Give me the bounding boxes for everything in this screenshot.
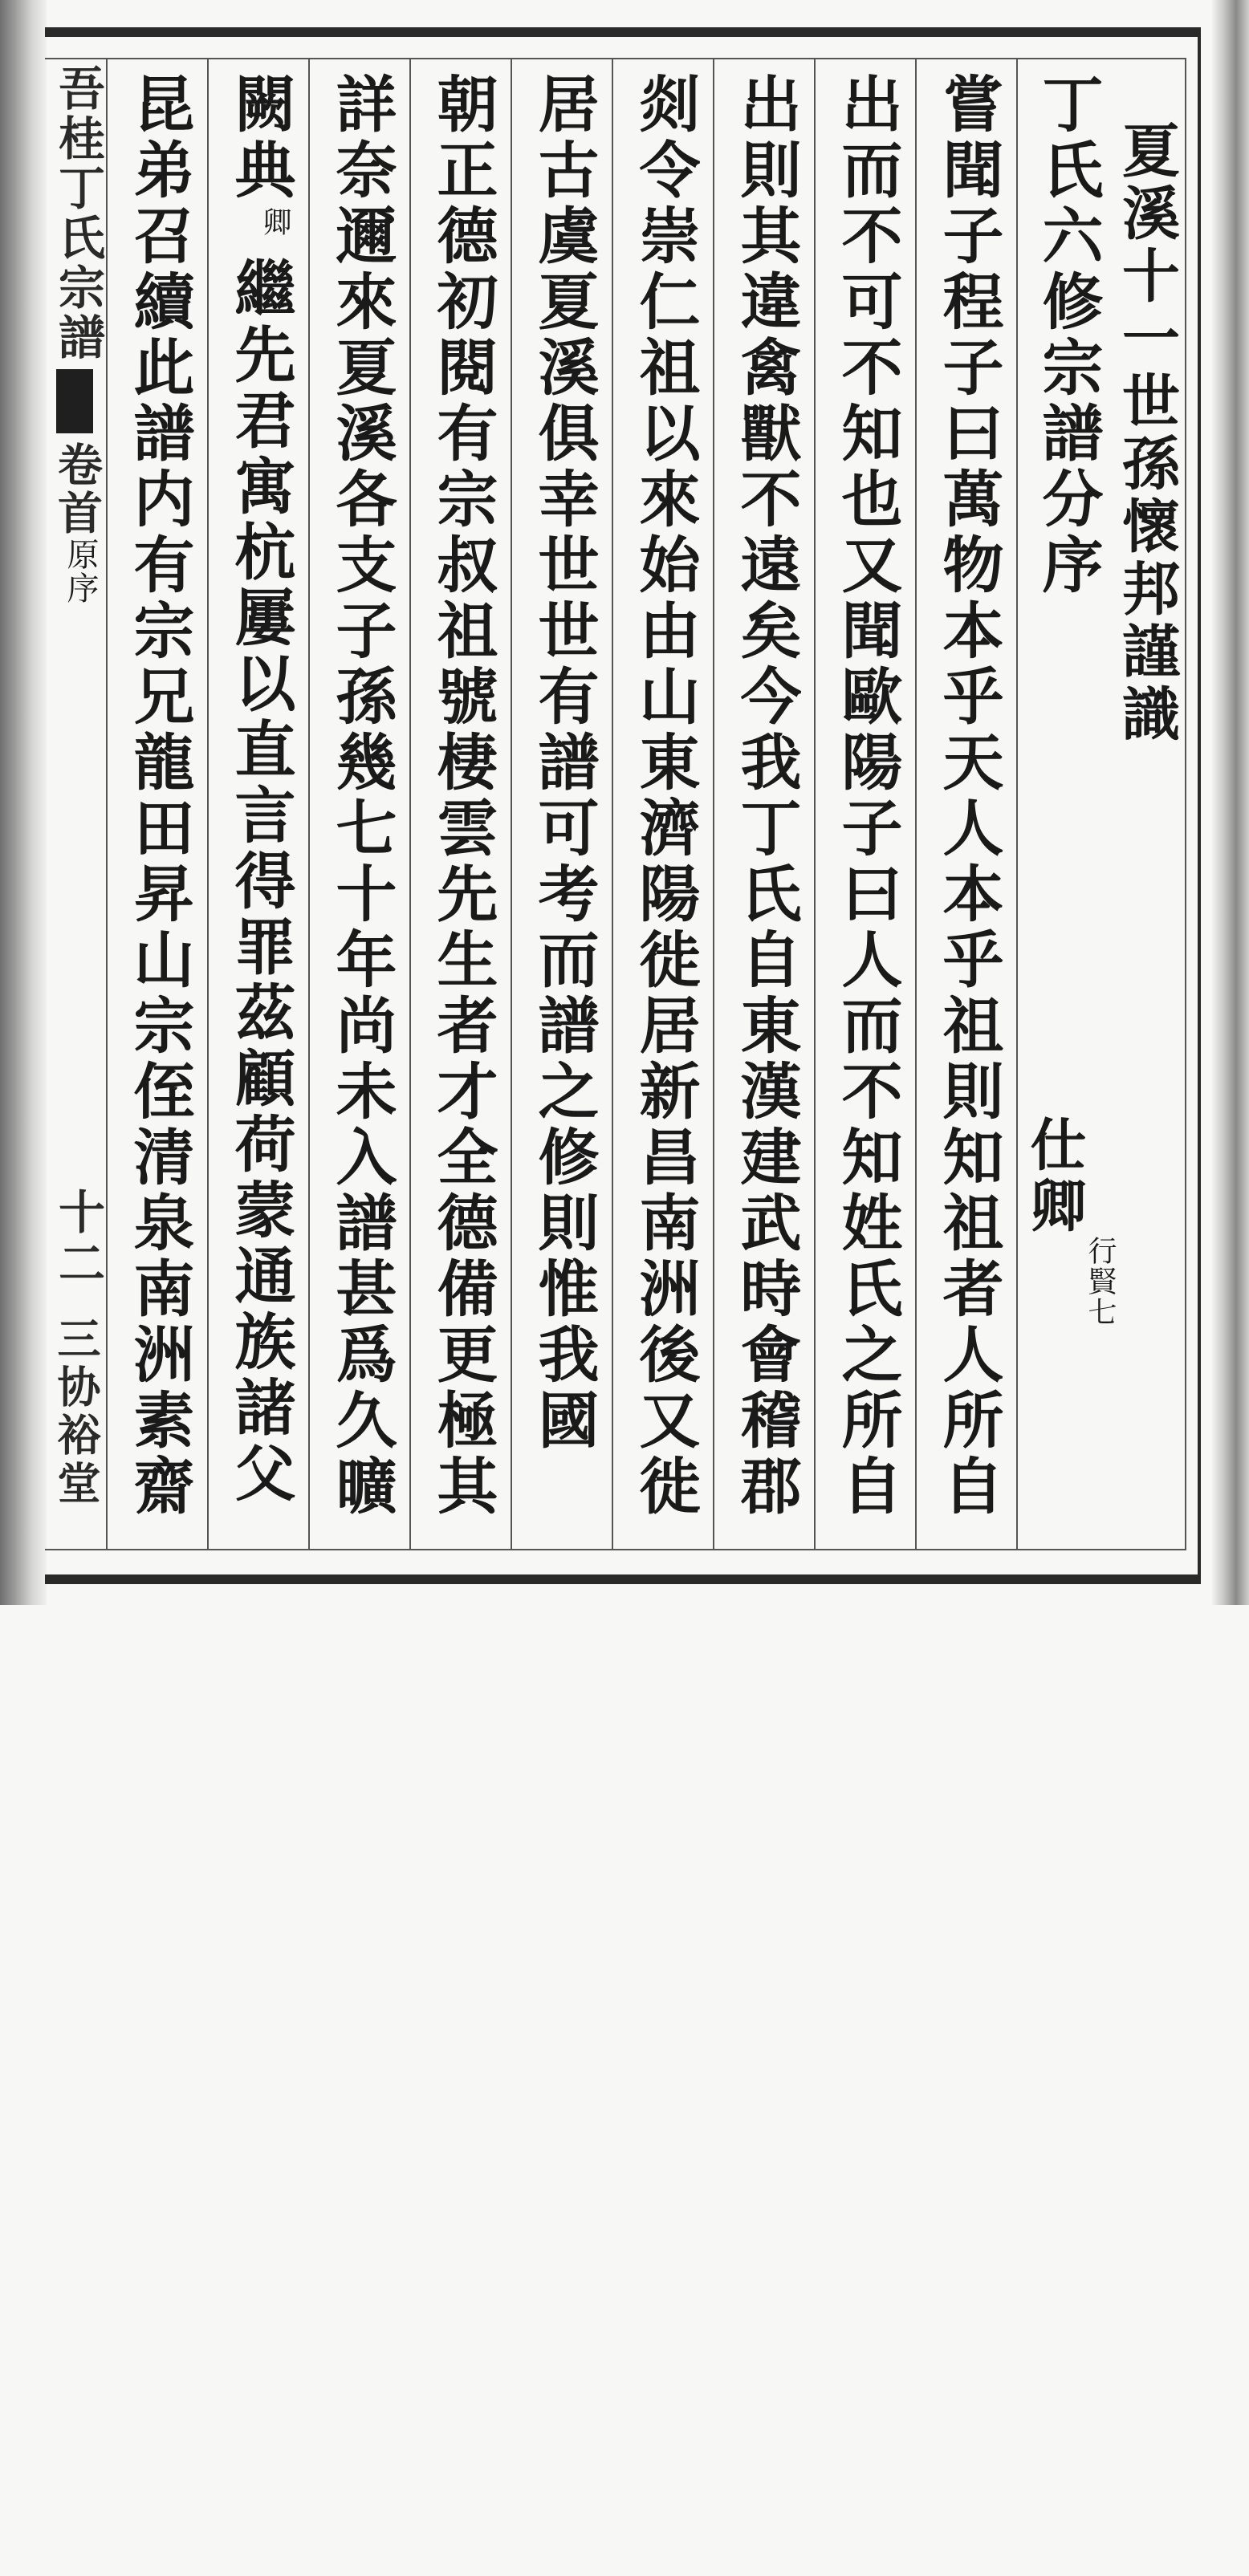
page-number: 十二 — [51, 1188, 105, 1290]
volume-label: 卷首 — [51, 441, 104, 538]
author-column — [1113, 72, 1193, 1533]
text-column — [920, 72, 1016, 1533]
column-rule — [612, 58, 613, 1550]
text-column — [819, 72, 915, 1533]
body-text-column-start: 闕典 — [225, 72, 296, 204]
text-column — [212, 72, 308, 1533]
text-column — [515, 72, 612, 1533]
body-text-column: 嘗聞子程子曰萬物本乎天人本乎祖則知祖者人所自 — [933, 72, 1004, 1520]
margin-fishtail-block — [56, 369, 93, 433]
edition-mark: 三协裕堂 — [51, 1316, 102, 1509]
margin-column — [50, 64, 106, 1589]
section-label: 原序 — [62, 538, 99, 605]
text-column — [616, 72, 713, 1533]
body-text-column: 出則其違禽獸不遠矣今我丁氏自東漢建武時會稽郡 — [730, 72, 802, 1520]
column-rule — [511, 58, 512, 1550]
body-text-column: 朝正德初閱有宗叔祖號棲雲先生者才全德備更極其 — [427, 72, 498, 1520]
author-style: 仕卿 — [1021, 1115, 1088, 1237]
author-rank: 行賢七 — [1084, 1236, 1117, 1327]
body-text-column: 剡令崇仁祖以來始由山東濟陽徙居新昌南洲後又徙 — [629, 72, 701, 1520]
author-line: 夏溪十一世孫懷邦謹識 — [1113, 120, 1181, 746]
column-rule — [106, 58, 108, 1550]
page-title: 丁氏六修宗譜分序 — [1032, 72, 1104, 599]
book-binding-edge — [0, 0, 47, 1605]
column-rule — [915, 58, 917, 1550]
text-column — [313, 72, 409, 1533]
page-right-edge — [1212, 0, 1249, 1605]
interlinear-note: 卿 — [258, 207, 291, 238]
author-style-column — [1021, 1115, 1117, 2576]
column-rule — [308, 58, 310, 1550]
column-rule — [207, 58, 209, 1550]
body-text-column-rest: 繼先君寓杭屢以直言得罪茲顧荷蒙通族諸父 — [225, 257, 296, 1507]
book-title: 吾桂丁氏宗譜 — [51, 64, 105, 363]
body-text-column: 昆弟召續此譜内有宗兄龍田昇山宗侄清泉南洲素齋 — [124, 72, 195, 1520]
text-column — [718, 72, 814, 1533]
body-text-column: 出而不可不知也又聞歐陽子曰人而不知姓氏之所自 — [832, 72, 903, 1520]
body-text-column: 居古虞夏溪俱幸世世有譜可考而譜之修則惟我國 — [528, 72, 600, 1454]
column-rule — [409, 58, 411, 1550]
column-rule — [1016, 58, 1018, 1550]
text-column — [111, 72, 207, 1533]
body-text-column: 詳奈邇來夏溪各支子孫幾七十年尚未入譜甚爲久曠 — [326, 72, 397, 1520]
text-column — [414, 72, 511, 1533]
column-rule — [713, 58, 714, 1550]
column-rule — [814, 58, 816, 1550]
